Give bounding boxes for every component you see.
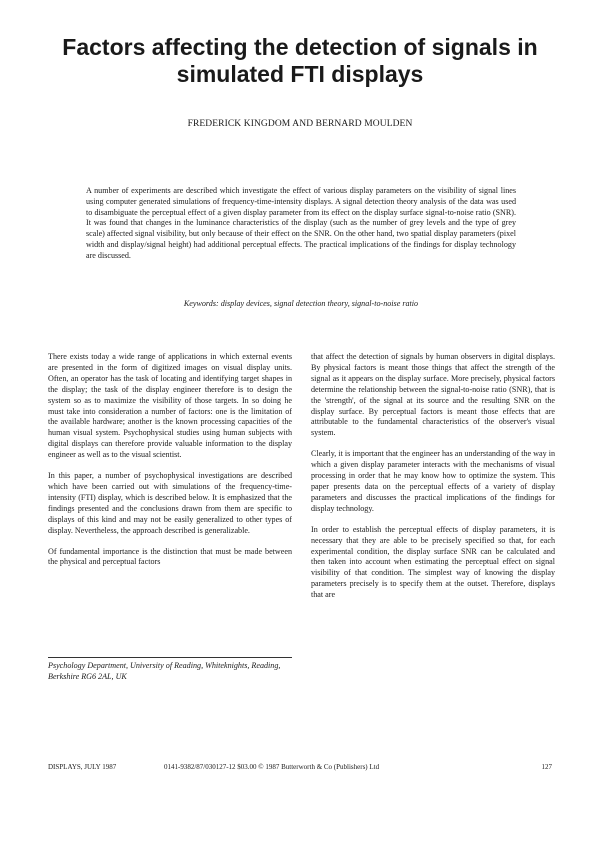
copyright-line: 0141-9382/87/030127-12 $03.00 © 1987 Butterworth & Co (Publishers) Ltd [164,763,380,771]
body-paragraph: Clearly, it is important that the engineer has an understanding of the way in which a given display parameter interacts with the mechanisms of visual processing in order that he may know how to optimize the system. This paper presents data on the perceptual effects of a variety of display parameters and discusses the practical implications of the findings for display technology. [311,449,555,513]
journal-issue: DISPLAYS, JULY 1987 [48,763,117,771]
page-footer [48,763,552,775]
right-column [311,352,555,611]
paper-title: Factors affecting the detection of signals in simulated FTI displays [62,34,538,87]
left-column [48,352,292,578]
body-paragraph: In this paper, a number of psychophysical investigations are described which have been carried out with simulations of the frequency-time-intensity (FTI) display, which is described below. It is emphasized that the findings presented and the conclusions drawn from them are specific to displays of this kind and may not be easily generalized to other types of display. Nevertheless, the approach described is generalizable. [48,471,292,535]
body-paragraph: Of fundamental importance is the distinction that must be made between the physical and perceptual factors [48,546,292,567]
body-paragraph: that affect the detection of signals by human observers in digital displays. By physical factors is meant those things that affect the strength of the signal as it appears on the display surface. More precisely, physical factors determine the relationship between the signal-to-noise ratio (SNR), that is the 'strength', of the signal at its source and the resulting SNR on the display surface. By perceptual factors is meant those effects that are attributable to the fundamental characteristics of the observer's visual system. [311,352,555,438]
abstract: A number of experiments are described which investigate the effect of various display parameters on the visibility of signal lines using computer generated simulations of frequency-time-intensity displays. A signal detection theory analysis of the data was used to disambiguate the perceptual effect of a given display parameter from its effect on the display surface signal-to-noise ratio (SNR). It was found that changes in the luminance characteristics of the display (such as the number of grey levels and the type of grey scale) affected signal visibility, but only because of their effect on the SNR. On the other hand, two spatial display parameters (pixel width and display/signal height) had additional perceptual effects. The practical implications of the findings for display technology are discussed. [86,186,516,260]
keywords: Keywords: display devices, signal detection theory, signal-to-noise ratio [183,299,419,308]
authors: FREDERICK KINGDOM AND BERNARD MOULDEN [187,119,413,129]
body-paragraph: There exists today a wide range of applications in which external events are presented in the form of digitized images on visual display units. Often, an operator has the task of locating and identifying target shapes in the display; the task of the display engineer therefore is to design the system so as to maximize the visibility of those targets. In so doing he must take into consideration a number of factors: one is the limitation of the available hardware; another is the known processing capacities of the human visual system. Psychophysical studies using human subjects with digital displays can therefore provide valuable information to the display engineer as well as to the visual scientist. [48,352,292,460]
body-paragraph: In order to establish the perceptual effects of display parameters, it is necessary that they are able to be precisely specified so that, for each experimental condition, the display surface SNR can be calculated and then taken into account when estimating the perceptual effect on signal visibility of that condition. The simplest way of knowing the display parameters precisely is to specify them at the outset. Therefore, displays that are [311,524,555,600]
page-number: 127 [541,763,552,771]
author-affiliation: Psychology Department, University of Reading, Whiteknights, Reading, Berkshire RG6 2AL, UK [48,657,292,683]
